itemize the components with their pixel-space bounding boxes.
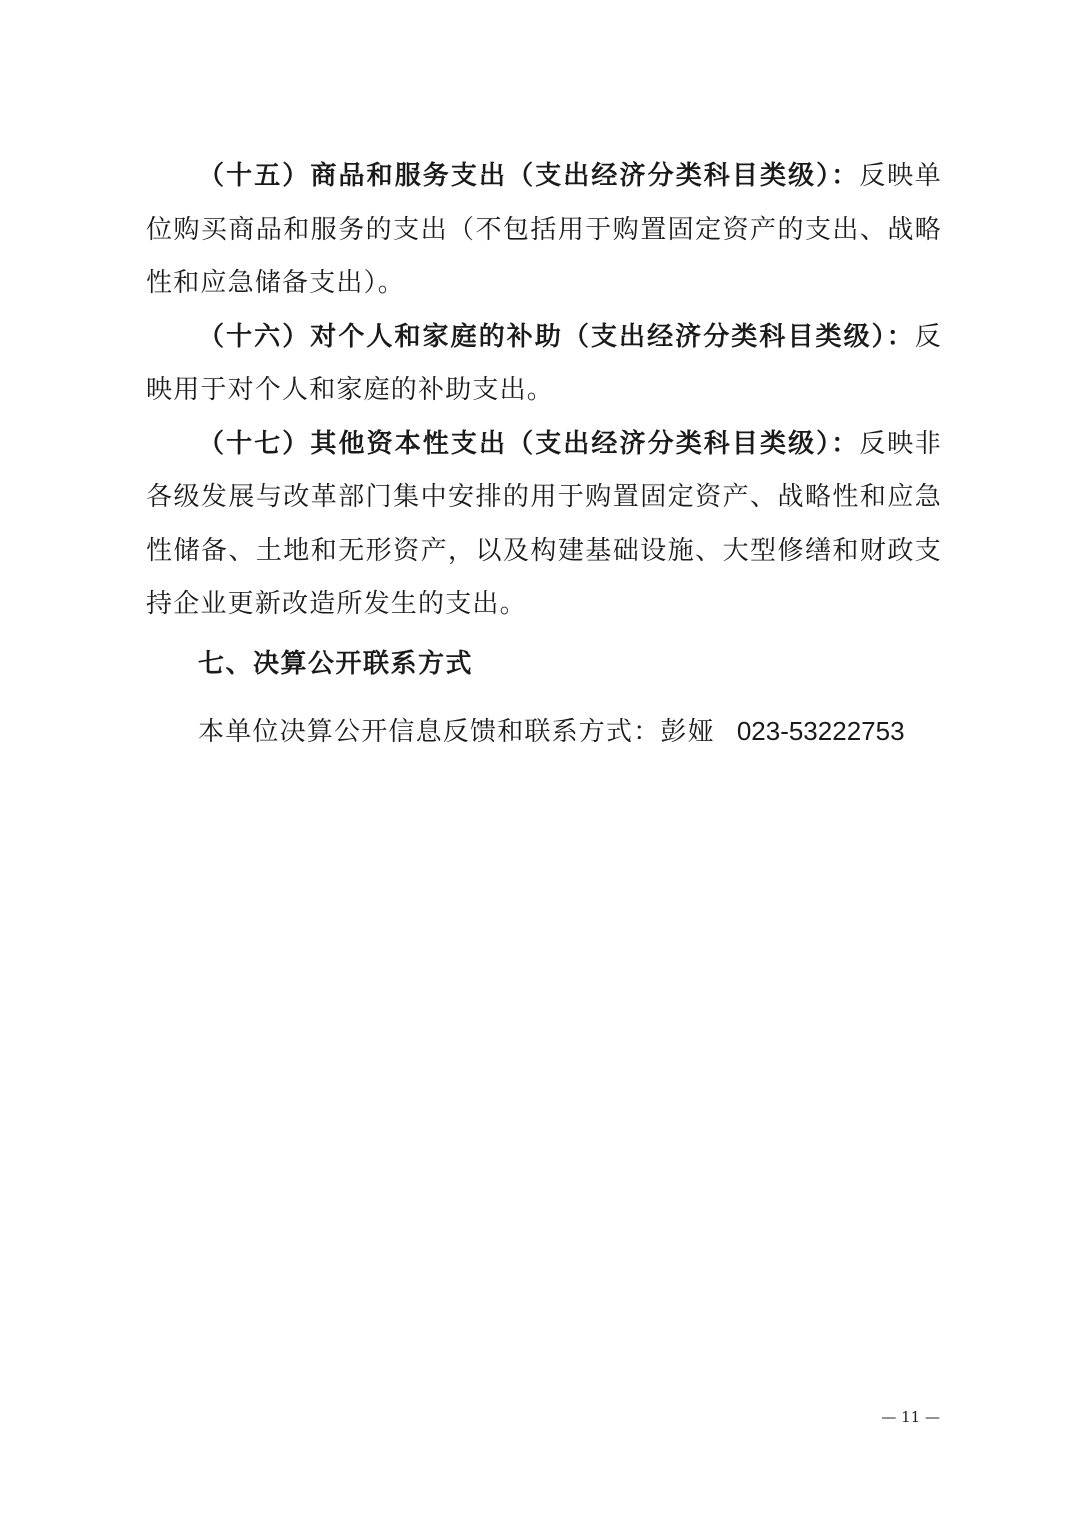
- paragraph-lead: （十七）其他资本性支出（支出经济分类科目类级）：: [198, 428, 860, 459]
- document-body: [146, 150, 942, 767]
- paragraph-body: 反映非各级发展与改革部门集中安排的用于购置固定资产、战略性和应急性储备、土地和无形资产，以及构建基础设施、大型修缮和财政支持企业更新改造所发生的支出。: [146, 428, 942, 619]
- contact-text: 本单位决算公开信息反馈和联系方式：彭娅: [198, 716, 715, 747]
- paragraph-body: 反映单位购买商品和服务的支出（不包括用于购置固定资产的支出、战略性和应急储备支出）。: [146, 161, 942, 298]
- paragraph-lead: （十五）商品和服务支出（支出经济分类科目类级）：: [198, 161, 860, 191]
- paragraph-item-16: [146, 311, 942, 418]
- page-number: — 11 —: [881, 1408, 940, 1426]
- contact-phone: 023-53222753: [736, 715, 905, 746]
- contact-line: [146, 696, 942, 767]
- paragraph-item-15: [146, 150, 942, 311]
- section-heading: 七、决算公开联系方式: [198, 648, 474, 679]
- paragraph-item-17: [146, 418, 942, 632]
- paragraph-lead: （十六）对个人和家庭的补助（支出经济分类科目类级）：: [198, 321, 915, 352]
- paragraph-body: 反映用于对个人和家庭的补助支出。: [146, 321, 942, 405]
